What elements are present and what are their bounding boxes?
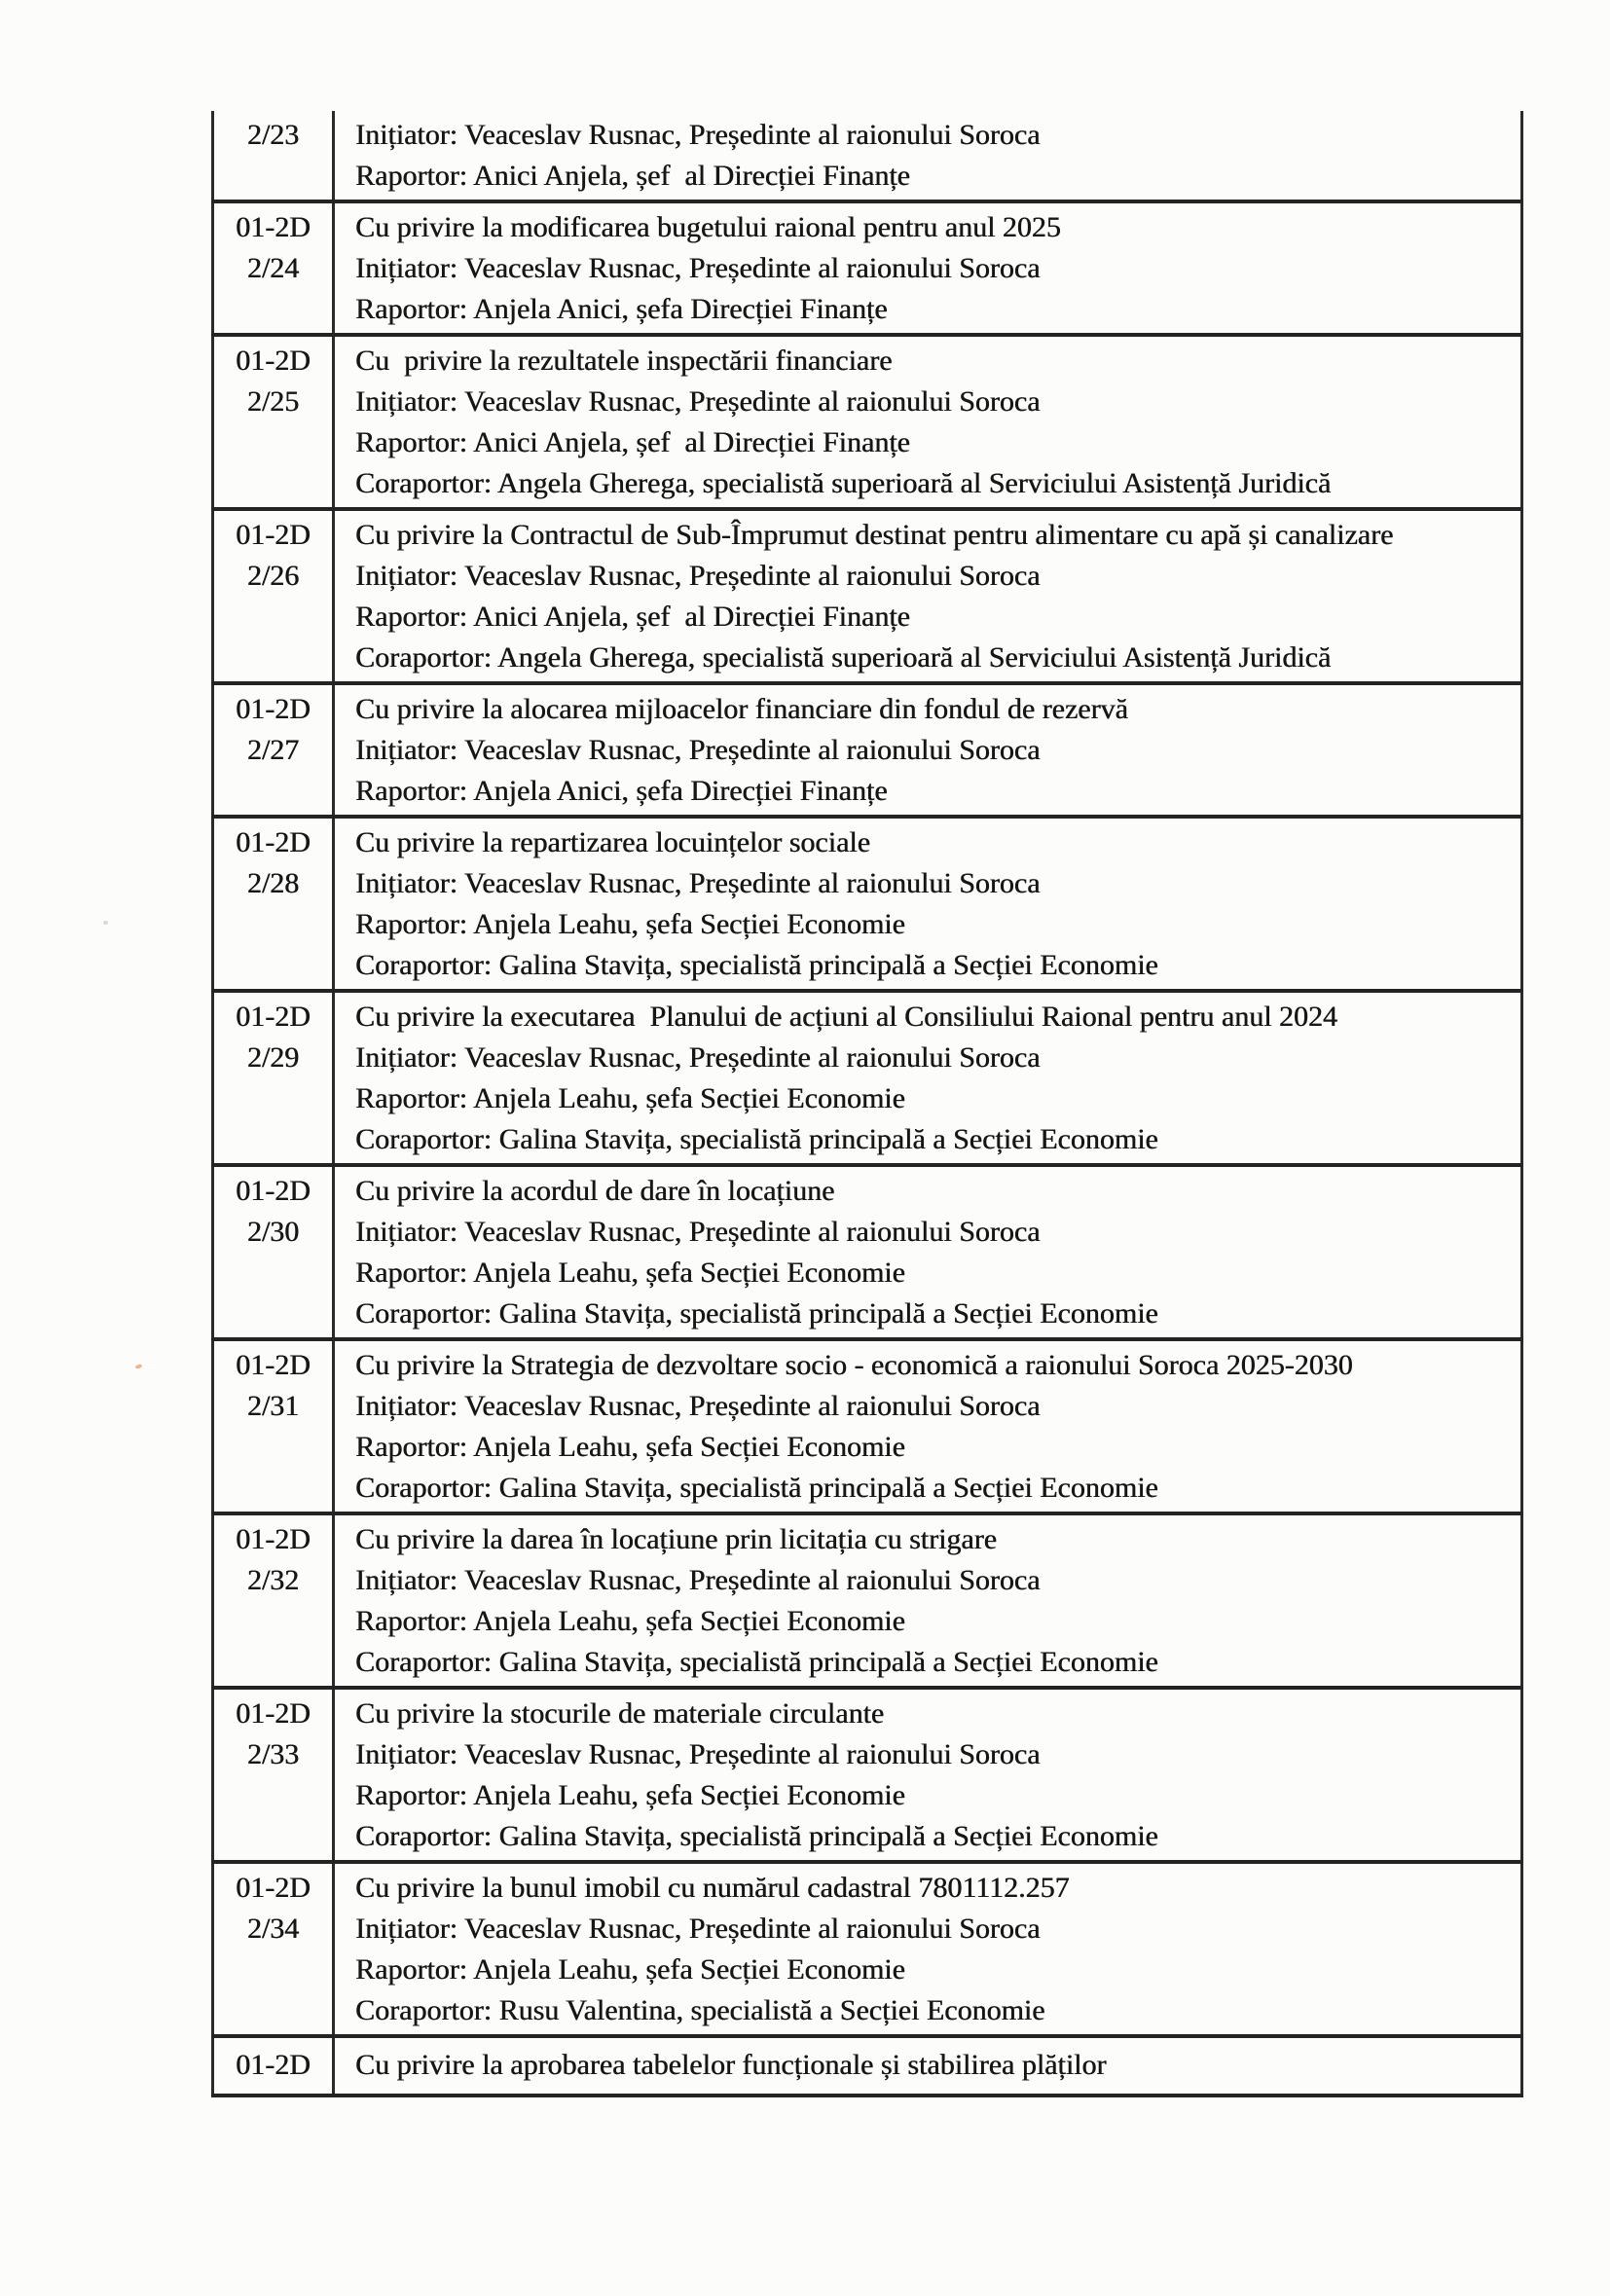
- content-line: Raportor: Anjela Leahu, șefa Secției Economie: [355, 1257, 905, 1289]
- table-row: [211, 203, 1523, 337]
- row-content-cell: [335, 685, 1523, 815]
- content-line: Cu privire la executarea Planului de acțiuni al Consiliului Raional pentru anul 2024: [355, 1001, 1337, 1033]
- content-line: Cu privire la modificarea bugetului raional pentru anul 2025: [355, 211, 1061, 243]
- content-line: Cu privire la Contractul de Sub-Împrumut destinat pentru alimentare cu apă și canalizare: [355, 519, 1394, 551]
- row-code: 01-2D: [236, 693, 311, 725]
- content-line: Raportor: Anici Anjela, șef al Direcției Finanțe: [355, 426, 910, 458]
- content-line: Cu privire la aprobarea tabelelor funcționale și stabilirea plăților: [355, 2049, 1107, 2081]
- row-content-cell: [335, 511, 1523, 681]
- row-content-cell: [335, 2038, 1523, 2094]
- content-line: Cu privire la repartizarea locuințelor sociale: [355, 826, 870, 858]
- row-code: 2/25: [246, 385, 300, 418]
- row-code: 2/31: [246, 1390, 300, 1422]
- row-content-cell: [335, 1690, 1523, 1860]
- content-line: Raportor: Anjela Leahu, șefa Secției Economie: [355, 1082, 905, 1114]
- row-code: 2/23: [246, 119, 300, 151]
- row-code-cell: [211, 1341, 335, 1512]
- row-code: 2/27: [246, 734, 300, 766]
- content-line: Raportor: Anjela Leahu, șefa Secției Economie: [355, 1779, 905, 1811]
- content-line: Coraportor: Angela Gherega, specialistă superioară al Serviciului Asistență Juridică: [355, 641, 1332, 674]
- row-code: 01-2D: [236, 1175, 311, 1207]
- row-content-cell: [335, 203, 1523, 333]
- table-row: [211, 111, 1523, 203]
- row-code-cell: [211, 819, 335, 989]
- document-table: [211, 111, 1523, 2097]
- content-line: Coraportor: Galina Stavița, specialistă principală a Secției Economie: [355, 949, 1158, 981]
- row-code: 2/24: [246, 252, 300, 284]
- content-line: Raportor: Anjela Leahu, șefa Secției Economie: [355, 1953, 905, 1986]
- table-row: [211, 511, 1523, 685]
- table-row: [211, 685, 1523, 819]
- row-content-cell: [335, 1864, 1523, 2034]
- content-line: Cu privire la bunul imobil cu numărul cadastral 7801112.257: [355, 1872, 1070, 1904]
- content-line: Inițiator: Veaceslav Rusnac, Președinte al raionului Soroca: [355, 560, 1041, 592]
- row-content-cell: [335, 1341, 1523, 1512]
- row-content-cell: [335, 993, 1523, 1163]
- row-content-cell: [335, 111, 1523, 200]
- content-line: Cu privire la alocarea mijloacelor financiare din fondul de rezervă: [355, 693, 1128, 725]
- content-line: Cu privire la stocurile de materiale circulante: [355, 1697, 885, 1730]
- row-code: 01-2D: [236, 211, 311, 243]
- row-code-cell: [211, 993, 335, 1163]
- row-code: 01-2D: [236, 1872, 311, 1904]
- content-line: Inițiator: Veaceslav Rusnac, Președinte al raionului Soroca: [355, 252, 1041, 284]
- row-code-cell: [211, 337, 335, 507]
- row-code-cell: [211, 685, 335, 815]
- row-code: 2/26: [246, 560, 300, 592]
- content-line: Coraportor: Galina Stavița, specialistă principală a Secției Economie: [355, 1472, 1158, 1504]
- content-line: Cu privire la darea în locațiune prin licitația cu strigare: [355, 1523, 997, 1555]
- row-code: 01-2D: [236, 1349, 311, 1381]
- content-line: Inițiator: Veaceslav Rusnac, Președinte al raionului Soroca: [355, 1913, 1041, 1945]
- scan-artifact: [103, 921, 108, 925]
- row-code: 2/30: [246, 1216, 300, 1248]
- table-row: [211, 1167, 1523, 1341]
- table-row: [211, 819, 1523, 993]
- row-content-cell: [335, 819, 1523, 989]
- row-code: 01-2D: [236, 826, 311, 858]
- content-line: Raportor: Anjela Leahu, șefa Secției Economie: [355, 908, 905, 940]
- row-code-cell: [211, 1864, 335, 2034]
- table-row: [211, 337, 1523, 511]
- content-line: Inițiator: Veaceslav Rusnac, Președinte al raionului Soroca: [355, 1564, 1041, 1596]
- content-line: Inițiator: Veaceslav Rusnac, Președinte al raionului Soroca: [355, 1216, 1041, 1248]
- content-line: Inițiator: Veaceslav Rusnac, Președinte al raionului Soroca: [355, 1041, 1041, 1074]
- content-line: Cu privire la rezultatele inspectării financiare: [355, 345, 893, 377]
- content-line: Raportor: Anjela Leahu, șefa Secției Economie: [355, 1431, 905, 1463]
- row-code-cell: [211, 111, 335, 200]
- content-line: Raportor: Anjela Anici, șefa Direcției Finanțe: [355, 775, 888, 807]
- row-code: 2/29: [246, 1041, 300, 1074]
- content-line: Inițiator: Veaceslav Rusnac, Președinte al raionului Soroca: [355, 734, 1041, 766]
- content-line: Raportor: Anici Anjela, șef al Direcției Finanțe: [355, 601, 910, 633]
- row-code-cell: [211, 2038, 335, 2094]
- row-code: 2/28: [246, 867, 300, 899]
- row-content-cell: [335, 337, 1523, 507]
- content-line: Coraportor: Galina Stavița, specialistă principală a Secției Economie: [355, 1123, 1158, 1155]
- content-line: Cu privire la acordul de dare în locațiune: [355, 1175, 835, 1207]
- table-row: [211, 1690, 1523, 1864]
- content-line: Inițiator: Veaceslav Rusnac, Președinte al raionului Soroca: [355, 385, 1041, 418]
- content-line: Inițiator: Veaceslav Rusnac, Președinte al raionului Soroca: [355, 1390, 1041, 1422]
- content-line: Raportor: Anjela Anici, șefa Direcției Finanțe: [355, 293, 888, 325]
- content-line: Coraportor: Galina Stavița, specialistă principală a Secției Economie: [355, 1646, 1158, 1678]
- content-line: Coraportor: Angela Gherega, specialistă superioară al Serviciului Asistență Juridică: [355, 467, 1332, 499]
- content-line: Inițiator: Veaceslav Rusnac, Președinte al raionului Soroca: [355, 119, 1041, 151]
- content-line: Coraportor: Galina Stavița, specialistă principală a Secției Economie: [355, 1820, 1158, 1852]
- content-line: Coraportor: Rusu Valentina, specialistă a Secției Economie: [355, 1994, 1045, 2026]
- content-line: Coraportor: Galina Stavița, specialistă principală a Secției Economie: [355, 1297, 1158, 1330]
- row-code-cell: [211, 203, 335, 333]
- content-line: Raportor: Anjela Leahu, șefa Secției Economie: [355, 1605, 905, 1637]
- row-code: 2/33: [246, 1738, 300, 1770]
- row-code-cell: [211, 511, 335, 681]
- row-code-cell: [211, 1167, 335, 1337]
- row-code-cell: [211, 1690, 335, 1860]
- row-content-cell: [335, 1167, 1523, 1337]
- table-row: [211, 993, 1523, 1167]
- row-code: 01-2D: [236, 1697, 311, 1730]
- content-line: Raportor: Anici Anjela, șef al Direcției Finanțe: [355, 160, 910, 192]
- row-code: 01-2D: [236, 345, 311, 377]
- content-line: Inițiator: Veaceslav Rusnac, Președinte al raionului Soroca: [355, 867, 1041, 899]
- row-code: 01-2D: [236, 1523, 311, 1555]
- row-code: 01-2D: [236, 2049, 311, 2081]
- content-line: Inițiator: Veaceslav Rusnac, Președinte al raionului Soroca: [355, 1738, 1041, 1770]
- row-code: 2/32: [246, 1564, 300, 1596]
- row-code: 01-2D: [236, 519, 311, 551]
- row-code: 2/34: [246, 1913, 300, 1945]
- table-row: [211, 1864, 1523, 2038]
- scan-artifact: [135, 1364, 143, 1369]
- table-row: [211, 2038, 1523, 2097]
- row-content-cell: [335, 1515, 1523, 1686]
- table-row: [211, 1515, 1523, 1690]
- content-line: Cu privire la Strategia de dezvoltare socio - economică a raionului Soroca 2025-2030: [355, 1349, 1353, 1381]
- table-row: [211, 1341, 1523, 1515]
- row-code: 01-2D: [236, 1001, 311, 1033]
- row-code-cell: [211, 1515, 335, 1686]
